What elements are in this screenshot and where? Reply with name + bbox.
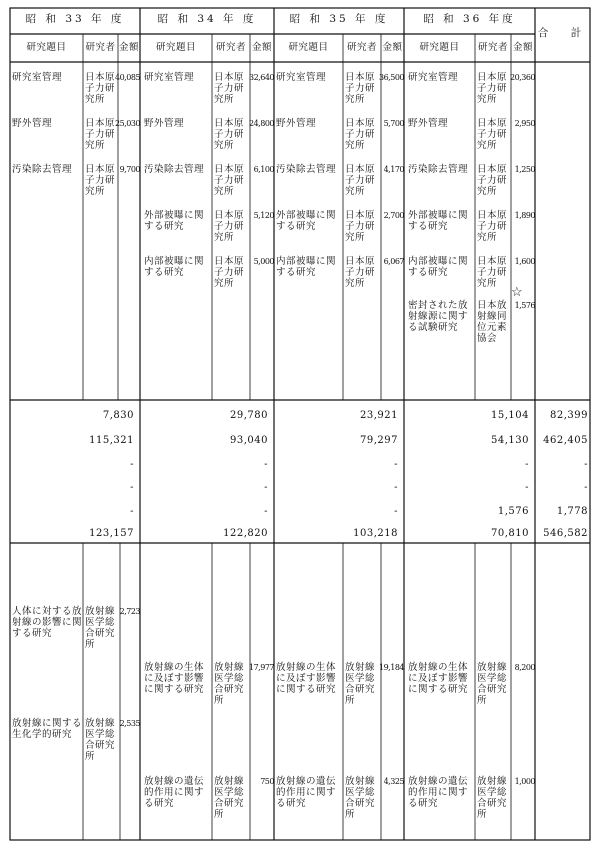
sub-header-researcher: 研究者 [85,42,116,53]
sub-header-topic: 研究題目 [419,42,460,53]
researcher-cell: 放射線医学総合研究所 [477,662,508,706]
amount-cell: 6,100 [253,165,274,174]
summary-s33-row3: - [130,459,134,470]
amount-cell: 8,200 [514,663,535,672]
topic-cell: 放射線の生体に及ぼす影響に関する研究 [276,662,337,695]
amount-cell: 1,576 [514,301,535,310]
summary-total-row3: - [584,459,588,470]
amount-cell: 2,535 [119,719,140,728]
amount-cell: 36,500 [379,73,404,82]
researcher-cell: 日本原子力研究所 [477,72,508,105]
researcher-cell: 日本原子力研究所 [345,72,376,105]
topic-cell: 密封された放射線源に関する試験研究 [408,300,469,333]
sub-header-researcher: 研究者 [215,42,246,53]
topic-cell: 内部被曝に関する研究 [276,256,337,278]
sub-header-amount: 金額 [251,42,272,53]
year-header-s34: 昭 和 34 年 度 [157,13,257,25]
amount-cell: 1,600 [514,257,535,266]
topic-cell: 汚染除去管理 [144,164,205,175]
researcher-cell: 日本原子力研究所 [214,72,245,105]
topic-cell: 外部被曝に関する研究 [144,210,205,232]
amount-cell: 1,890 [514,211,535,220]
amount-cell: 2,723 [119,607,140,616]
topic-cell: 研究室管理 [12,72,63,83]
topic-cell: 研究室管理 [276,72,327,83]
summary-s35-row6: 103,218 [353,528,398,539]
topic-cell: 放射線の遺伝的作用に関する研究 [276,776,337,809]
summary-s36-row1: 15,104 [491,410,529,421]
researcher-cell: 日本原子力研究所 [477,164,508,197]
amount-cell: 9,700 [119,165,140,174]
amount-cell: 5,700 [383,119,404,128]
summary-s34-row3: - [264,459,268,470]
sub-header-topic: 研究題目 [26,42,67,53]
star-marker-icon: ☆ [511,285,524,300]
researcher-cell: 日本原子力研究所 [345,210,376,243]
summary-s33-row1: 7,830 [102,410,134,421]
summary-total-row4: - [584,482,588,493]
amount-cell: 5,120 [253,211,274,220]
summary-s34-row4: - [264,482,268,493]
amount-cell: 40,085 [115,73,140,82]
summary-s35-row4: - [394,482,398,493]
total-header: 合 計 [537,27,588,39]
researcher-cell: 放射線医学総合研究所 [214,776,245,820]
amount-cell: 4,170 [383,165,404,174]
amount-cell: 19,184 [379,663,404,672]
researcher-cell: 日本原子力研究所 [345,118,376,151]
topic-cell: 放射線の遺伝的作用に関する研究 [408,776,469,809]
researcher-cell: 日本原子力研究所 [345,256,376,289]
sub-header-researcher: 研究者 [477,42,508,53]
amount-cell: 1,250 [514,165,535,174]
amount-cell: 24,800 [249,119,274,128]
summary-s33-row5: - [130,506,134,517]
sub-header-researcher: 研究者 [346,42,377,53]
researcher-cell: 日本放射線同位元素協会 [477,300,508,344]
amount-cell: 32,640 [249,73,274,82]
sub-header-topic: 研究題目 [155,42,196,53]
researcher-cell: 放射線医学総合研究所 [345,662,376,706]
year-header-s35: 昭 和 35 年 度 [289,13,389,25]
summary-s36-row5: 1,576 [497,506,529,517]
topic-cell: 汚染除去管理 [12,164,73,175]
researcher-cell: 日本原子力研究所 [85,164,116,197]
summary-s33-row4: - [130,482,134,493]
year-header-s36: 昭 和 36 年度 [423,13,516,25]
topic-cell: 野外管理 [408,118,449,129]
topic-cell: 野外管理 [144,118,185,129]
sub-header-amount: 金額 [118,42,139,53]
summary-total-row2: 462,405 [543,435,588,446]
amount-cell: 750 [260,777,274,786]
topic-cell: 研究室管理 [144,72,195,83]
amount-cell: 20,360 [510,73,535,82]
researcher-cell: 日本原子力研究所 [214,164,245,197]
amount-cell: 17,977 [249,663,274,672]
year-header-s33: 昭 和 33 年 度 [25,13,125,25]
summary-s34-row1: 29,780 [230,410,268,421]
summary-s35-row1: 23,921 [360,410,398,421]
sub-header-amount: 金額 [382,42,403,53]
summary-total-row6: 546,582 [543,528,588,539]
topic-cell: 人体に対する放射線の影響に関する研究 [12,606,83,639]
topic-cell: 野外管理 [276,118,317,129]
amount-cell: 2,700 [383,211,404,220]
researcher-cell: 日本原子力研究所 [477,256,508,289]
summary-s35-row5: - [394,506,398,517]
topic-cell: 野外管理 [12,118,53,129]
amount-cell: 4,325 [383,777,404,786]
summary-s34-row2: 93,040 [230,435,268,446]
researcher-cell: 放射線医学総合研究所 [85,718,116,762]
summary-s33-row2: 115,321 [89,435,134,446]
amount-cell: 25,030 [115,119,140,128]
summary-total-row1: 82,399 [550,410,588,421]
topic-cell: 内部被曝に関する研究 [408,256,469,278]
researcher-cell: 日本原子力研究所 [214,210,245,243]
sub-header-amount: 金額 [512,42,533,53]
researcher-cell: 放射線医学総合研究所 [345,776,376,820]
topic-cell: 放射線に関する生化学的研究 [12,718,83,740]
researcher-cell: 放射線医学総合研究所 [214,662,245,706]
summary-s36-row4: - [525,482,529,493]
researcher-cell: 日本原子力研究所 [85,118,116,151]
researcher-cell: 放射線医学総合研究所 [477,776,508,820]
amount-cell: 6,067 [383,257,404,266]
summary-total-row5: 1,778 [556,506,588,517]
summary-s35-row2: 79,297 [360,435,398,446]
topic-cell: 放射線の生体に及ぼす影響に関する研究 [144,662,205,695]
summary-s36-row3: - [525,459,529,470]
topic-cell: 放射線の遺伝的作用に関する研究 [144,776,205,809]
topic-cell: 放射線の生体に及ぼす影響に関する研究 [408,662,469,695]
topic-cell: 汚染除去管理 [408,164,469,175]
researcher-cell: 日本原子力研究所 [477,210,508,243]
summary-s33-row6: 123,157 [89,528,134,539]
researcher-cell: 放射線医学総合研究所 [85,606,116,650]
summary-s34-row6: 122,820 [223,528,268,539]
summary-s34-row5: - [264,506,268,517]
researcher-cell: 日本原子力研究所 [214,118,245,151]
topic-cell: 汚染除去管理 [276,164,337,175]
amount-cell: 2,950 [514,119,535,128]
researcher-cell: 日本原子力研究所 [345,164,376,197]
amount-cell: 5,000 [253,257,274,266]
sub-header-topic: 研究題目 [288,42,329,53]
topic-cell: 外部被曝に関する研究 [408,210,469,232]
topic-cell: 外部被曝に関する研究 [276,210,337,232]
summary-s36-row2: 54,130 [491,435,529,446]
topic-cell: 内部被曝に関する研究 [144,256,205,278]
topic-cell: 研究室管理 [408,72,459,83]
researcher-cell: 日本原子力研究所 [477,118,508,151]
researcher-cell: 日本原子力研究所 [214,256,245,289]
summary-s35-row3: - [394,459,398,470]
summary-s36-row6: 70,810 [491,528,529,539]
researcher-cell: 日本原子力研究所 [85,72,116,105]
amount-cell: 1,000 [514,777,535,786]
